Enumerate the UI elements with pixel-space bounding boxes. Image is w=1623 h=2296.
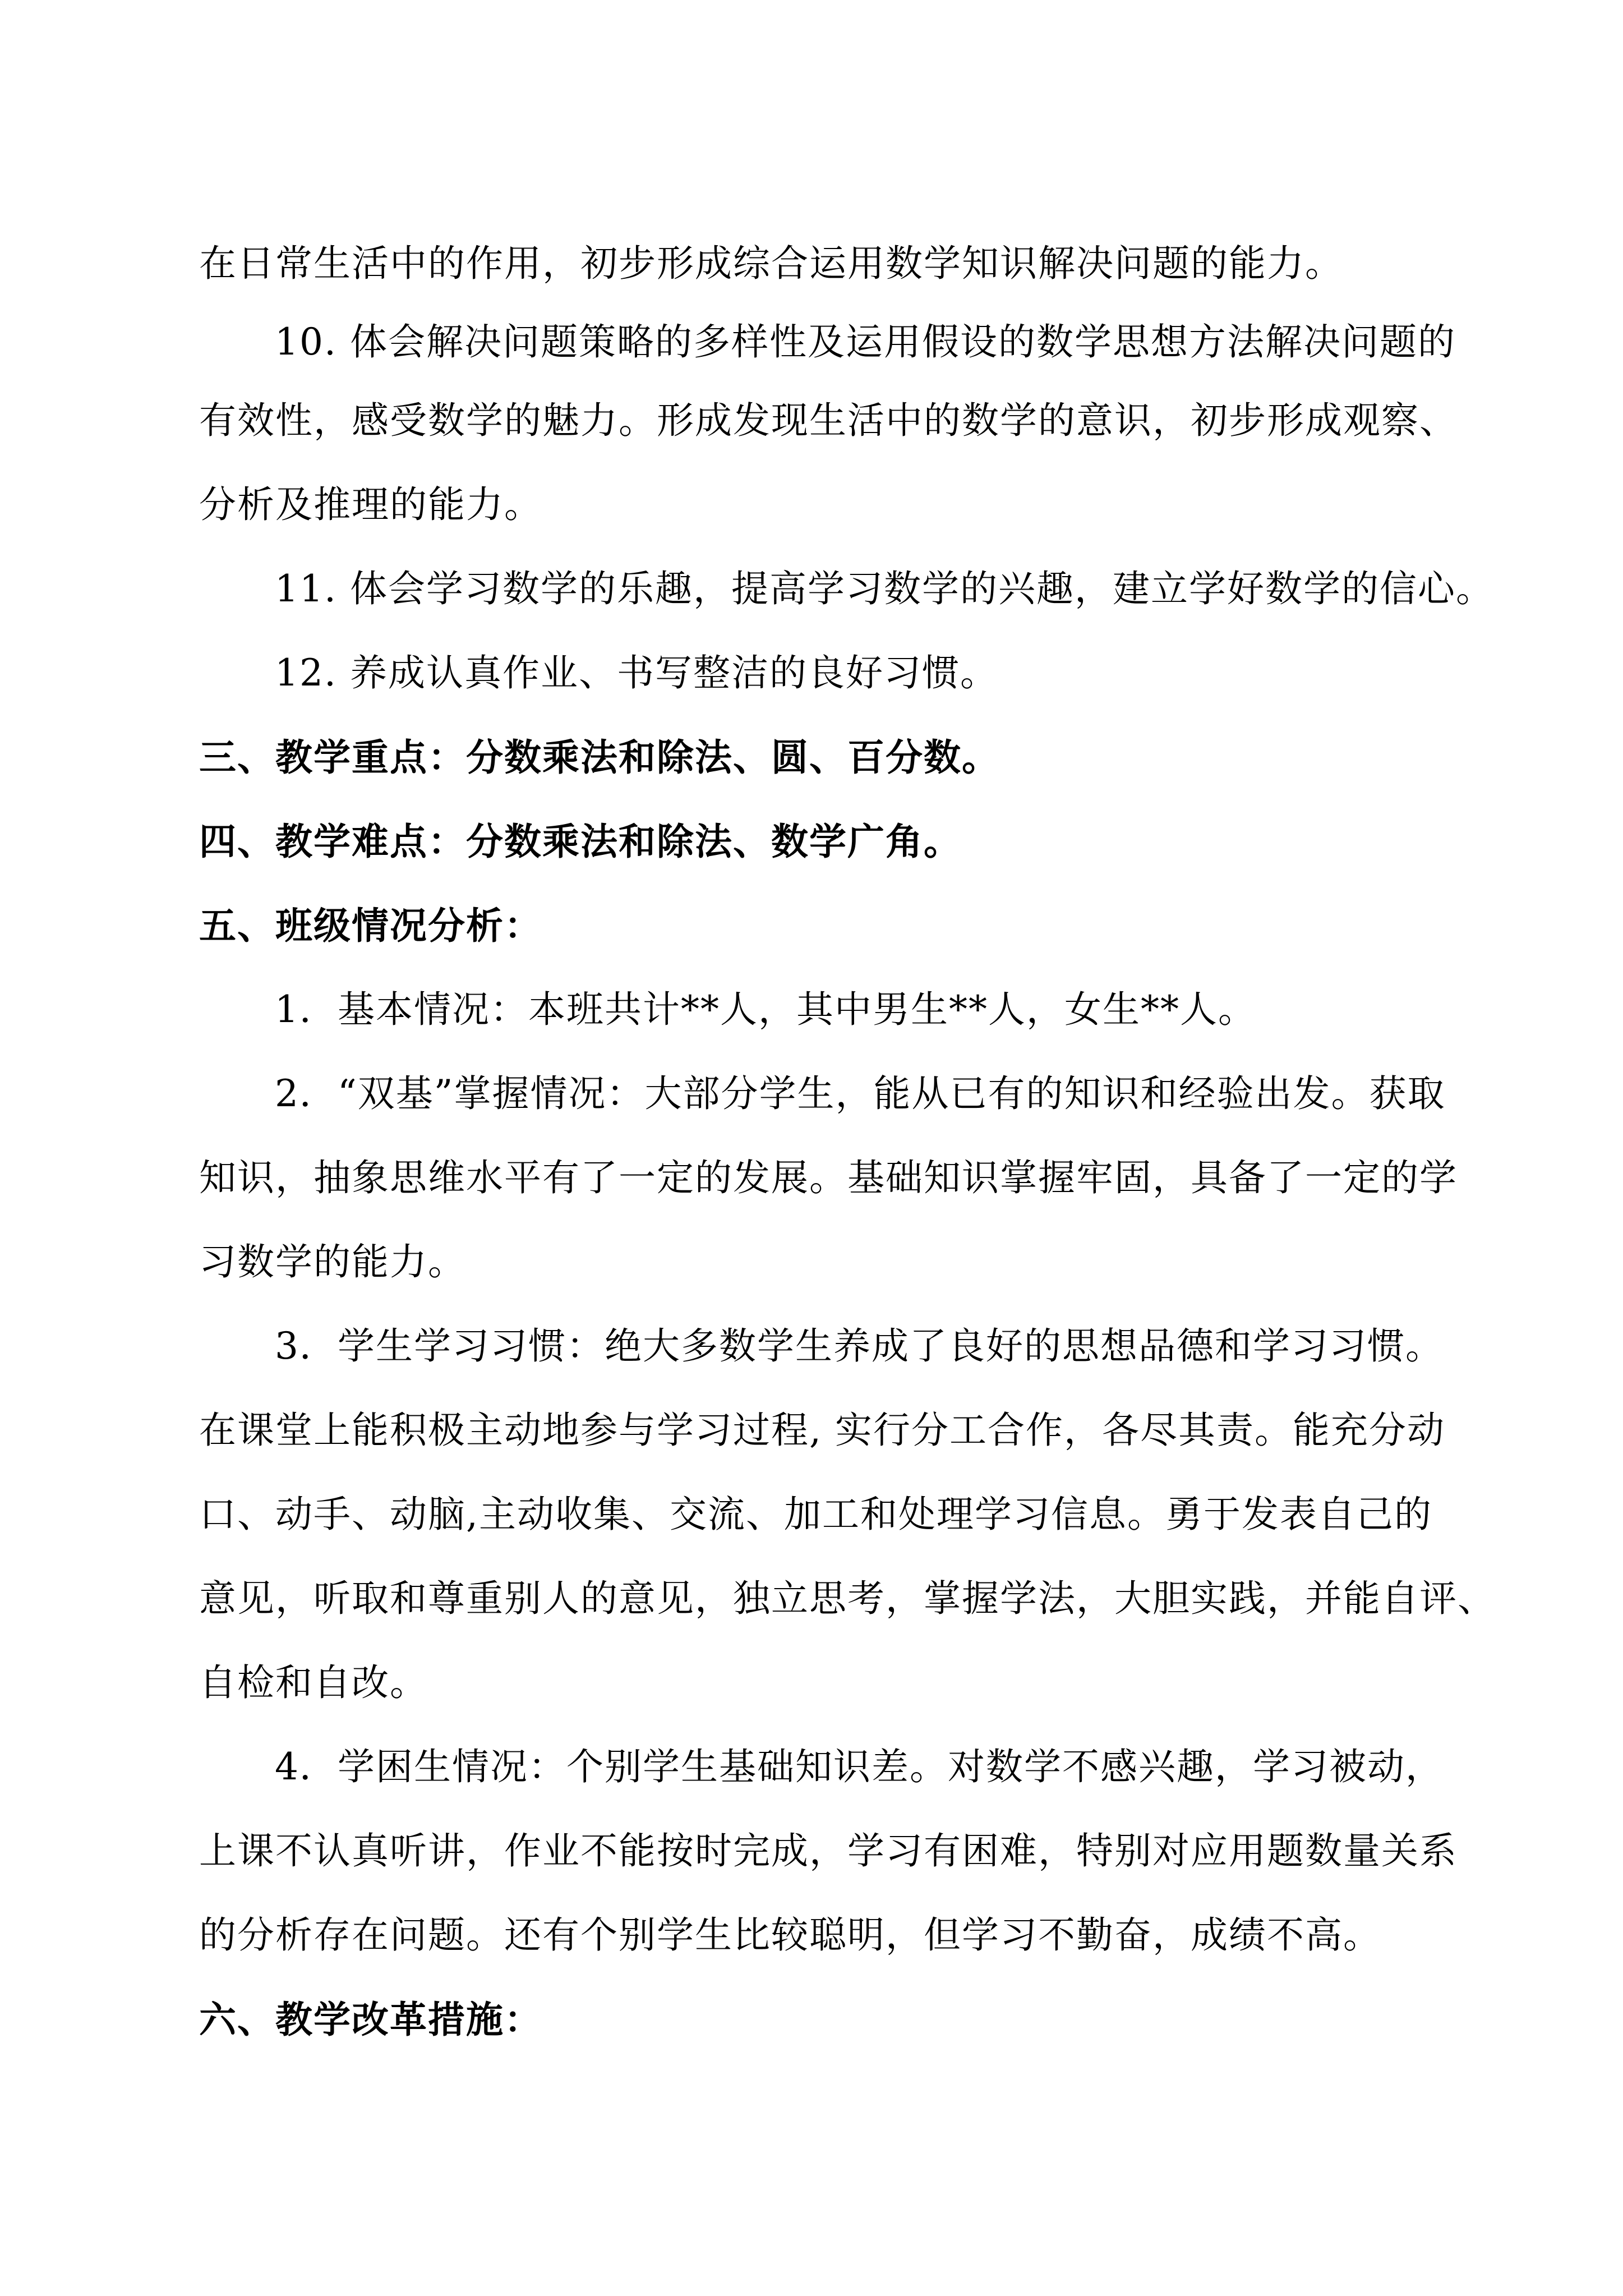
section-heading-teaching-focus: 三、教学重点：分数乘法和除法、圆、百分数。: [199, 735, 1000, 779]
paragraph-line: 自检和自改。: [199, 1661, 428, 1704]
paragraph-line: 知识，抽象思维水平有了一定的发展。基础知识掌握牢固，具备了一定的学: [199, 1156, 1458, 1199]
analysis-item-2: 2．“双基”掌握情况：大部分学生，能从已有的知识和经验出发。获取: [275, 1072, 1446, 1115]
paragraph-line: 有效性，感受数学的魅力。形成发现生活中的数学的意识，初步形成观察、: [199, 399, 1458, 442]
analysis-item-3: 3．学生学习习惯：绝大多数学生养成了良好的思想品德和学习习惯。: [275, 1324, 1444, 1368]
goal-item-10: 10. 体会解决问题策略的多样性及运用假设的数学思想方法解决问题的: [275, 320, 1456, 364]
paragraph-line: 在课堂上能积极主动地参与学习过程, 实行分工合作，各尽其责。能充分动: [199, 1409, 1445, 1452]
section-heading-class-analysis: 五、班级情况分析：: [199, 904, 542, 947]
paragraph-line: 意见，听取和尊重别人的意见，独立思考，掌握学法，大胆实践，并能自评、: [199, 1577, 1496, 1620]
section-heading-reform-measures: 六、教学改革措施：: [199, 1998, 542, 2041]
analysis-item-4: 4．学困生情况：个别学生基础知识差。对数学不感兴趣，学习被动，: [275, 1745, 1444, 1788]
paragraph-line: 分析及推理的能力。: [199, 483, 542, 526]
paragraph-line: 习数学的能力。: [199, 1240, 466, 1283]
paragraph-line: 的分析存在问题。还有个别学生比较聪明，但学习不勤奋，成绩不高。: [199, 1913, 1381, 1957]
analysis-item-1: 1．基本情况：本班共计**人，其中男生**人，女生**人。: [275, 988, 1256, 1031]
paragraph-line: 口、动手、动脑,主动收集、交流、加工和处理学习信息。勇于发表自己的: [199, 1493, 1432, 1536]
paragraph-line: 上课不认真听讲，作业不能按时完成，学习有困难，特别对应用题数量关系: [199, 1829, 1458, 1872]
paragraph-line: 在日常生活中的作用，初步形成综合运用数学知识解决问题的能力。: [199, 242, 1343, 285]
goal-item-12: 12. 养成认真作业、书写整洁的良好习惯。: [275, 651, 998, 694]
goal-item-11: 11. 体会学习数学的乐趣，提高学习数学的兴趣，建立学好数学的信心。: [275, 567, 1494, 610]
section-heading-teaching-difficulty: 四、教学难点：分数乘法和除法、数学广角。: [199, 820, 962, 863]
